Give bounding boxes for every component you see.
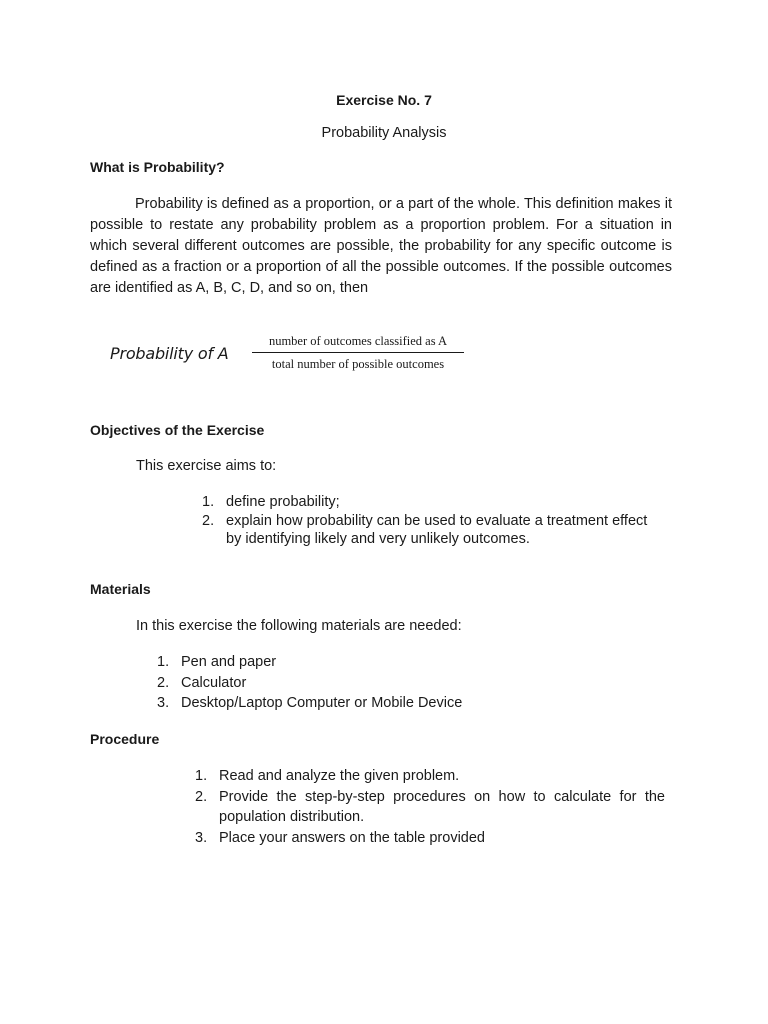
formula-numerator: number of outcomes classified as A (252, 334, 464, 353)
exercise-title: Exercise No. 7 (336, 92, 432, 108)
list-number: 1. (202, 494, 215, 510)
objectives-list (202, 493, 666, 549)
list-item (202, 493, 666, 512)
formula-denominator: total number of possible outcomes (271, 357, 445, 371)
list-item-text: Pen and paper (181, 654, 277, 670)
list-item (202, 512, 666, 549)
procedure-list (195, 766, 665, 848)
list-number: 1. (195, 768, 208, 784)
list-item (157, 673, 462, 694)
list-number: 2. (157, 674, 170, 691)
heading-what-is-probability: What is Probability? (90, 159, 225, 175)
list-item (157, 693, 463, 714)
list-item-text: define probability; (226, 494, 340, 510)
materials-list (157, 652, 463, 714)
exercise-subtitle: Probability Analysis (321, 125, 447, 141)
list-item-text: explain how probability can be used to evaluate a treatment effect by identifying likely and very unlikely outcomes. (226, 512, 648, 547)
heading-procedure: Procedure (90, 731, 160, 747)
list-item (195, 828, 665, 849)
probability-definition-paragraph: Probability is defined as a proportion, or a part of the whole. This definition makes it possible to restate any probability problem as a proportion problem. For a situation in which several different outcomes are possible, the probability for any specific outcome is defined as a fraction or a proportion of all the possible outcomes. If the possible outcomes are identified as A, B, C, D, and so on, then (90, 196, 672, 296)
list-number: 2. (195, 788, 208, 805)
list-number: 1. (157, 654, 170, 670)
list-item-text: Place your answers on the table provided (219, 829, 485, 846)
list-item (195, 766, 665, 787)
list-number: 3. (195, 829, 208, 846)
list-number: 2. (202, 512, 215, 529)
formula-lhs: Probability of A (110, 344, 229, 363)
objectives-intro: This exercise aims to: (136, 458, 277, 474)
list-item-text: Calculator (181, 674, 247, 691)
list-item-text: Provide the step-by-step procedures on how to calculate for the population distribution. (219, 788, 665, 825)
list-item (157, 652, 462, 673)
formula-fraction (252, 334, 464, 372)
heading-objectives: Objectives of the Exercise (90, 422, 265, 438)
list-item (195, 787, 665, 828)
list-number: 3. (157, 695, 170, 711)
list-item-text: Read and analyze the given problem. (219, 768, 460, 784)
materials-intro: In this exercise the following materials are needed: (136, 618, 462, 634)
list-item-text: Desktop/Laptop Computer or Mobile Device (181, 695, 463, 711)
heading-materials: Materials (90, 581, 151, 597)
